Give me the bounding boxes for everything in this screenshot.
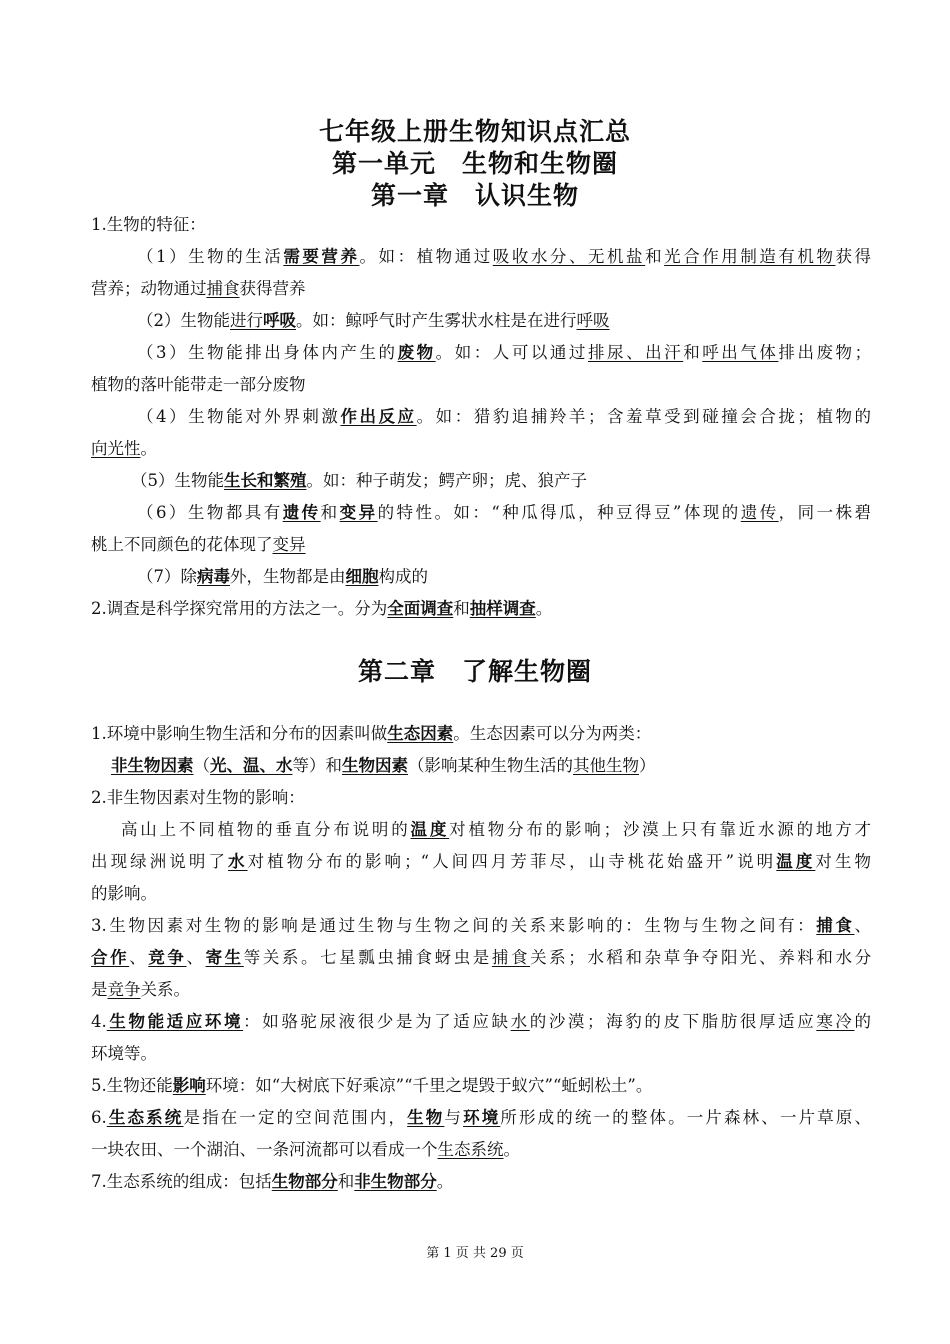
paragraph-line: 1.生物的特征： (91, 215, 206, 234)
paragraph-line: （6）生物都具有遗传和变异的特性。如：“种瓜得瓜，种豆得豆”体现的遗传，同一株碧 (137, 503, 872, 522)
paragraph-line: 是竞争关系。 (91, 980, 190, 999)
paragraph-line: 2.非生物因素对生物的影响： (91, 788, 305, 807)
paragraph-line: 5.生物还能影响环境：如“大树底下好乘凉”“千里之堤毁于蚁穴”“蚯蚓松土”。 (91, 1076, 653, 1095)
page-footer: 第 1 页 共 29 页 (426, 1246, 524, 1261)
chapter-2-title: 第二章 了解生物圈 (357, 657, 592, 686)
paragraph-line: 7.生态系统的组成：包括生物部分和非生物部分。 (91, 1172, 454, 1191)
paragraph-line: （7）除病毒外，生物都是由细胞构成的 (137, 567, 428, 586)
paragraph-line: （2）生物能进行呼吸。如：鲸呼气时产生雾状水柱是在进行呼吸 (137, 311, 610, 330)
paragraph-line: （1）生物的生活需要营养。如：植物通过吸收水分、无机盐和光合作用制造有机物获得 (137, 247, 872, 266)
paragraph-line: 非生物因素（光、温、水等）和生物因素（影响某种生物生活的其他生物） (111, 756, 656, 775)
paragraph-line: 合作、竞争、寄生等关系。七星瓢虫捕食蚜虫是捕食关系；水稻和杂草争夺阳光、养料和水分 (91, 948, 872, 967)
paragraph-line: 高山上不同植物的垂直分布说明的温度对植物分布的影响；沙漠上只有靠近水源的地方才 (121, 820, 872, 839)
document-title: 七年级上册生物知识点汇总 (318, 117, 631, 146)
paragraph-line: （5）生物能生长和繁殖。如：种子萌发；鳄产卵；虎、狼产子 (131, 471, 587, 490)
paragraph-line: 6.生态系统是指在一定的空间范围内，生物与环境所形成的统一的整体。一片森林、一片草原、 (91, 1108, 872, 1127)
paragraph-line: 一块农田、一个湖泊、一条河流都可以看成一个生态系统。 (91, 1140, 520, 1159)
paragraph-line: 2.调查是科学探究常用的方法之一。分为全面调查和抽样调查。 (91, 599, 553, 618)
unit-title: 第一单元 生物和生物圈 (331, 149, 618, 178)
paragraph-line: 3.生物因素对生物的影响是通过生物与生物之间的关系来影响的：生物与生物之间有：捕食、 (91, 916, 871, 935)
paragraph-line: 1.环境中影响生物生活和分布的因素叫做生态因素。生态因素可以分为两类： (91, 724, 652, 743)
paragraph-line: 环境等。 (91, 1044, 157, 1063)
paragraph-line: 向光性。 (91, 439, 157, 458)
paragraph-line: 植物的落叶能带走一部分废物 (91, 375, 306, 394)
paragraph-line: （4）生物能对外界刺激作出反应。如：猎豹追捕羚羊；含羞草受到碰撞会合拢；植物的 (137, 407, 872, 426)
chapter-1-title: 第一章 认识生物 (370, 181, 579, 210)
paragraph-line: 的影响。 (91, 884, 157, 903)
paragraph-line: 营养；动物通过捕食获得营养 (91, 279, 306, 298)
paragraph-line: 出现绿洲说明了水对植物分布的影响；“人间四月芳菲尽，山寺桃花始盛开”说明温度对生物 (91, 852, 872, 871)
paragraph-line: 4.生物能适应环境：如骆驼尿液很少是为了适应缺水的沙漠；海豹的皮下脂肪很厚适应寒冷的 (91, 1012, 872, 1031)
paragraph-line: 桃上不同颜色的花体现了变异 (91, 535, 306, 554)
paragraph-line: （3）生物能排出身体内产生的废物。如：人可以通过排尿、出汗和呼出气体排出废物； (137, 343, 872, 362)
